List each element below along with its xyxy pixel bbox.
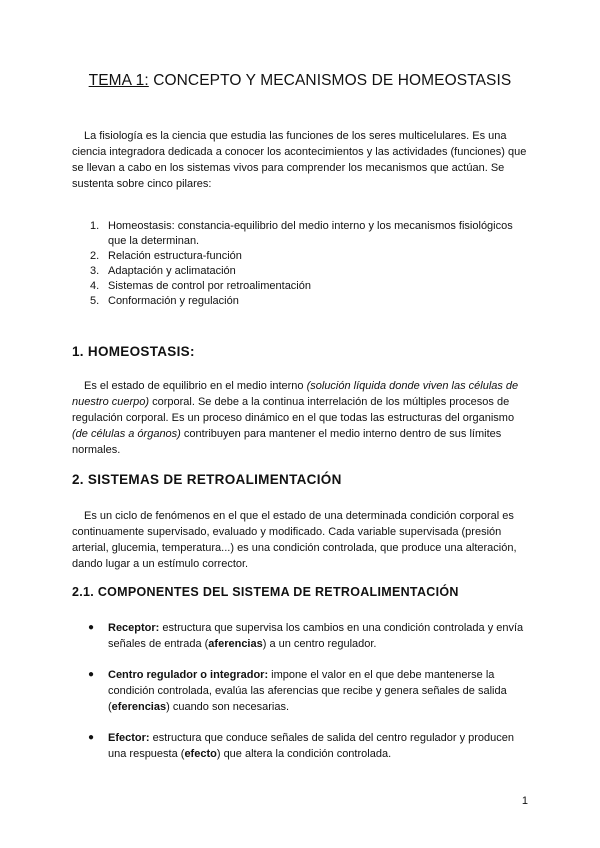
section-heading-components: 2.1. COMPONENTES DEL SISTEMA DE RETROALIMENTACIÓN (72, 585, 459, 599)
page-title (0, 72, 600, 90)
italic-note: (solución líquida donde viven las células de nuestro cuerpo) (72, 380, 519, 408)
feedback-paragraph: Es un ciclo de fenómenos en el que el estado de una determinada condición corporal es continuamente supervisado, evaluado y modificado. Cada variable supervisada (presión arterial, glucemia, temperatura...) es una condición controlada, que produce una alteración, dando lugar a un estímulo corrector. (72, 510, 517, 570)
list-text: Adaptación y aclimatación (108, 265, 236, 277)
list-text: Sistemas de control por retroalimentación (108, 280, 311, 292)
list-item (72, 249, 530, 264)
section-heading-feedback: 2. SISTEMAS DE RETROALIMENTACIÓN (72, 472, 342, 487)
intro-paragraph: La fisiología es la ciencia que estudia las funciones de los seres multicelulares. Es una ciencia integradora dedicada a conocer los acontecimientos y las actividades (funciones) que se llevan a cabo en los sistemas vivos para comprender los mecanismos que actúan. Se sustenta sobre cinco pilares: (72, 130, 527, 190)
list-item (72, 219, 530, 249)
italic-note: (de células a órganos) (72, 428, 181, 440)
list-text: Conformación y regulación (108, 295, 239, 307)
list-item (72, 279, 530, 294)
list-number: 4. (90, 280, 100, 292)
list-item: ● Receptor: estructura que supervisa los cambios en una condición controlada y envía señales de entrada (aferencias) a un centro regulador. (88, 622, 524, 650)
pillars-list (72, 219, 530, 309)
title-rest: CONCEPTO Y MECANISMOS DE HOMEOSTASIS (148, 72, 512, 89)
list-item: ● Centro regulador o integrador: impone el valor en el que debe mantenerse la condición controlada, evalúa las aferencias que recibe y genera señales de salida (eferencias) cuando son necesarias. (88, 669, 507, 713)
list-text: Relación estructura-función (108, 250, 242, 262)
list-text: Homeostasis: constancia-equilibrio del medio interno y los mecanismos fisiológicos que la determinan. (108, 220, 513, 247)
list-number: 3. (90, 265, 100, 277)
list-number: 5. (90, 295, 100, 307)
bullet-icon: ● (88, 622, 95, 633)
page-number: 1 (521, 795, 528, 807)
bullet-icon: ● (88, 732, 95, 743)
homeostasis-paragraph: Es el estado de equilibrio en el medio interno (solución líquida donde viven las células de nuestro cuerpo) corporal. Se debe a la continua interrelación de los múltiples procesos de regulación corporal. Es un proceso dinámico en el que todas las estructuras del organismo (de células a órganos) contribuyen para mantener el medio interno dentro de sus límites normales. (72, 380, 519, 456)
components-list (72, 620, 530, 777)
list-item (72, 264, 530, 279)
list-item: ● Efector: estructura que conduce señales de salida del centro regulador y producen una respuesta (efecto) que altera la condición controlada. (88, 732, 515, 760)
list-number: 1. (90, 220, 100, 232)
title-prefix: TEMA 1: (88, 72, 149, 89)
bullet-icon: ● (88, 669, 95, 680)
section-heading-homeostasis: 1. HOMEOSTASIS: (72, 344, 195, 359)
list-item (72, 294, 530, 309)
list-number: 2. (90, 250, 100, 262)
